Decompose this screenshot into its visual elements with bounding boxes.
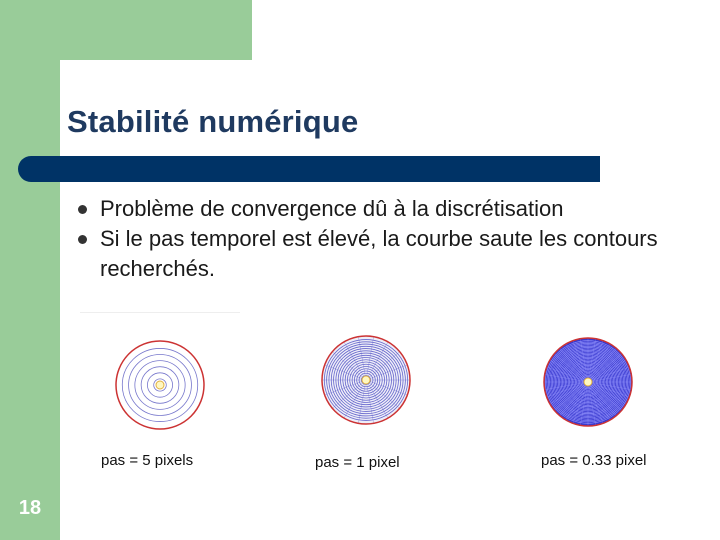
green-side-band (0, 0, 60, 540)
bullet-list (78, 194, 688, 284)
bullet-dot-icon (78, 205, 87, 214)
slide-title: Stabilité numérique (67, 104, 359, 139)
title-underline-bar (18, 156, 600, 182)
bullet-dot-icon (78, 235, 87, 244)
bullet-item (78, 224, 688, 284)
contour-figure-3 (540, 334, 636, 430)
center-spot (584, 378, 592, 386)
figure-caption-3: pas = 0.33 pixel (541, 452, 647, 469)
center-spot (362, 376, 370, 384)
page-number: 18 (18, 497, 42, 519)
bullet-text: Si le pas temporel est élevé, la courbe saute les contours recherchés. (100, 226, 658, 281)
bullet-text: Problème de convergence dû à la discrétisation (100, 196, 564, 221)
figure-caption-2: pas = 1 pixel (315, 454, 400, 471)
bullet-item (78, 194, 688, 224)
faint-divider (80, 312, 240, 313)
center-spot (156, 381, 164, 389)
contour-figure-1 (112, 337, 208, 433)
figure-caption-1: pas = 5 pixels (101, 452, 194, 469)
green-top-band (60, 0, 252, 60)
contour-figure-2 (318, 332, 414, 428)
